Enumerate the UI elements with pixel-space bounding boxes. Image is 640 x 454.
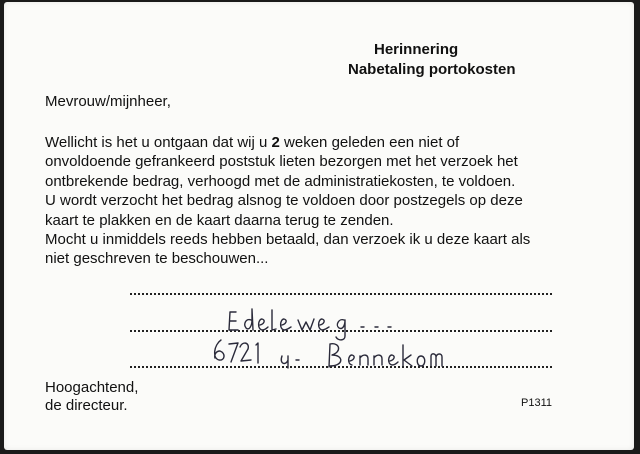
card-title-line2: Nabetaling portokosten — [348, 61, 516, 78]
body-line-6: Mocht u inmiddels reeds hebben betaald, dan verzoek ik u deze kaart als — [45, 231, 531, 249]
body-line-5: kaart te plakken en de kaart daarna terug te zenden. — [45, 211, 394, 229]
body-line-7: niet geschreven te beschouwen... — [45, 250, 269, 268]
body-line-2: onvoldoende gefrankeerd poststuk lieten bezorgen met het verzoek het — [45, 153, 518, 171]
body-line-3: ontbrekende bedrag, verhoogd met de administratiekosten, te voldoen. — [45, 172, 516, 190]
salutation: Mevrouw/mijnheer, — [45, 93, 171, 110]
address-line-2[interactable] — [130, 330, 552, 332]
form-code: P1311 — [521, 397, 552, 409]
address-line-3[interactable] — [130, 366, 552, 368]
card-title-line1: Herinnering — [374, 41, 459, 58]
address-line-1[interactable] — [130, 293, 552, 295]
body-line-1: Wellicht is het u ontgaan dat wij u 2 weken geleden een niet of — [45, 134, 460, 151]
closing-line-1: Hoogachtend, — [45, 379, 139, 396]
closing — [45, 379, 138, 415]
closing-line-2: de directeur. — [45, 397, 128, 414]
body-line-4: U wordt verzocht het bedrag alsnog te voldoen door postzegels op deze — [45, 192, 523, 210]
body-paragraph — [45, 133, 615, 269]
weeks-count: 2 — [271, 134, 280, 151]
